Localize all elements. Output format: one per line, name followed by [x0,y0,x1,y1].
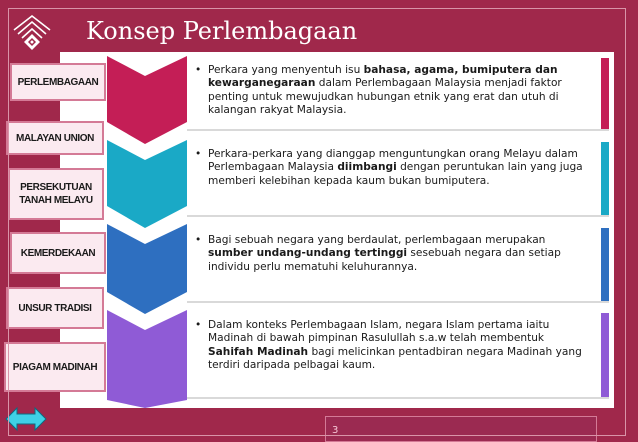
bullet-paragraph [208,64,589,118]
content-panel-4 [187,313,609,399]
nav-button-persekutuan-tanah-melayu[interactable]: PERSEKUTUAN TANAH MELAYU [8,168,104,220]
bullet-text-4 [195,319,589,373]
bullet-paragraph [208,319,589,373]
chevron-3 [107,224,187,314]
bold-text: bahasa, agama, bumiputera dan kewarganegaraan [208,64,558,90]
bullet-paragraph [208,148,589,188]
bullet-dot: • [195,148,202,160]
nav-button-piagam-madinah[interactable]: PIAGAM MADINAH [4,342,106,392]
chevron-2 [107,140,187,228]
chevron-4 [107,310,187,408]
bold-text: sumber undang-undang tertinggi [208,247,408,260]
panel-accent [601,228,609,301]
page-number: 3 [332,425,339,436]
content-panel-2 [187,142,609,217]
process-chevrons [107,52,187,408]
panel-accent [601,142,609,215]
text-run: dengan peruntukan lain yang juga memberi kelebihan kepada kaum bukan bumiputera. [208,161,583,187]
nav-button-malayan-union[interactable]: MALAYAN UNION [6,121,104,155]
text-run: bagi melicinkan pentadbiran negara Madinah yang terdiri daripada pelbagai kaum. [208,345,582,372]
bullet-dot: • [195,234,202,246]
bold-text: diimbangi [337,161,397,174]
content-panel-3 [187,228,609,303]
text-run: Perkara yang menyentuh isu [208,64,364,76]
page-number-box [325,416,597,442]
nav-button-perlembagaan[interactable]: PERLEMBAGAAN [10,63,106,101]
panel-accent [601,313,609,397]
bullet-text-2 [195,148,589,188]
text-run: dalam Perlembagaan Malaysia menjadi faktor penting untuk mewujudkan hubungan etnik yang erat dan utuh di kalangan rakyat Malaysia. [208,77,562,117]
bullet-text-1 [195,64,589,118]
double-arrow-icon[interactable] [4,404,48,434]
text-run: Bagi sebuah negara yang berdaulat, perlembagaan merupakan [208,234,546,246]
crest-logo-icon [10,10,54,54]
content-panel-1 [187,58,609,131]
panel-accent [601,58,609,129]
page-title: Konsep Perlembagaan [86,17,358,45]
bold-text: Sahifah Madinah [208,345,309,358]
chevron-1 [107,56,187,144]
bullet-text-3 [195,234,589,274]
text-run: Perkara-perkara yang dianggap menguntungkan orang Melayu dalam Perlembagaan Malaysia [208,148,578,174]
nav-button-unsur-tradisi[interactable]: UNSUR TRADISI [6,287,104,329]
text-run: Dalam konteks Perlembagaan Islam, negara Islam pertama iaitu Madinah di bawah pimpinan Rasulullah s.a.w telah membentuk [208,319,550,345]
bullet-paragraph [208,234,589,274]
text-run: sesebuah negara dan setiap individu perlu mematuhi keluhurannya. [208,247,561,273]
nav-button-kemerdekaan[interactable]: KEMERDEKAAN [10,232,106,274]
bullet-dot: • [195,319,202,331]
bullet-dot: • [195,64,202,76]
